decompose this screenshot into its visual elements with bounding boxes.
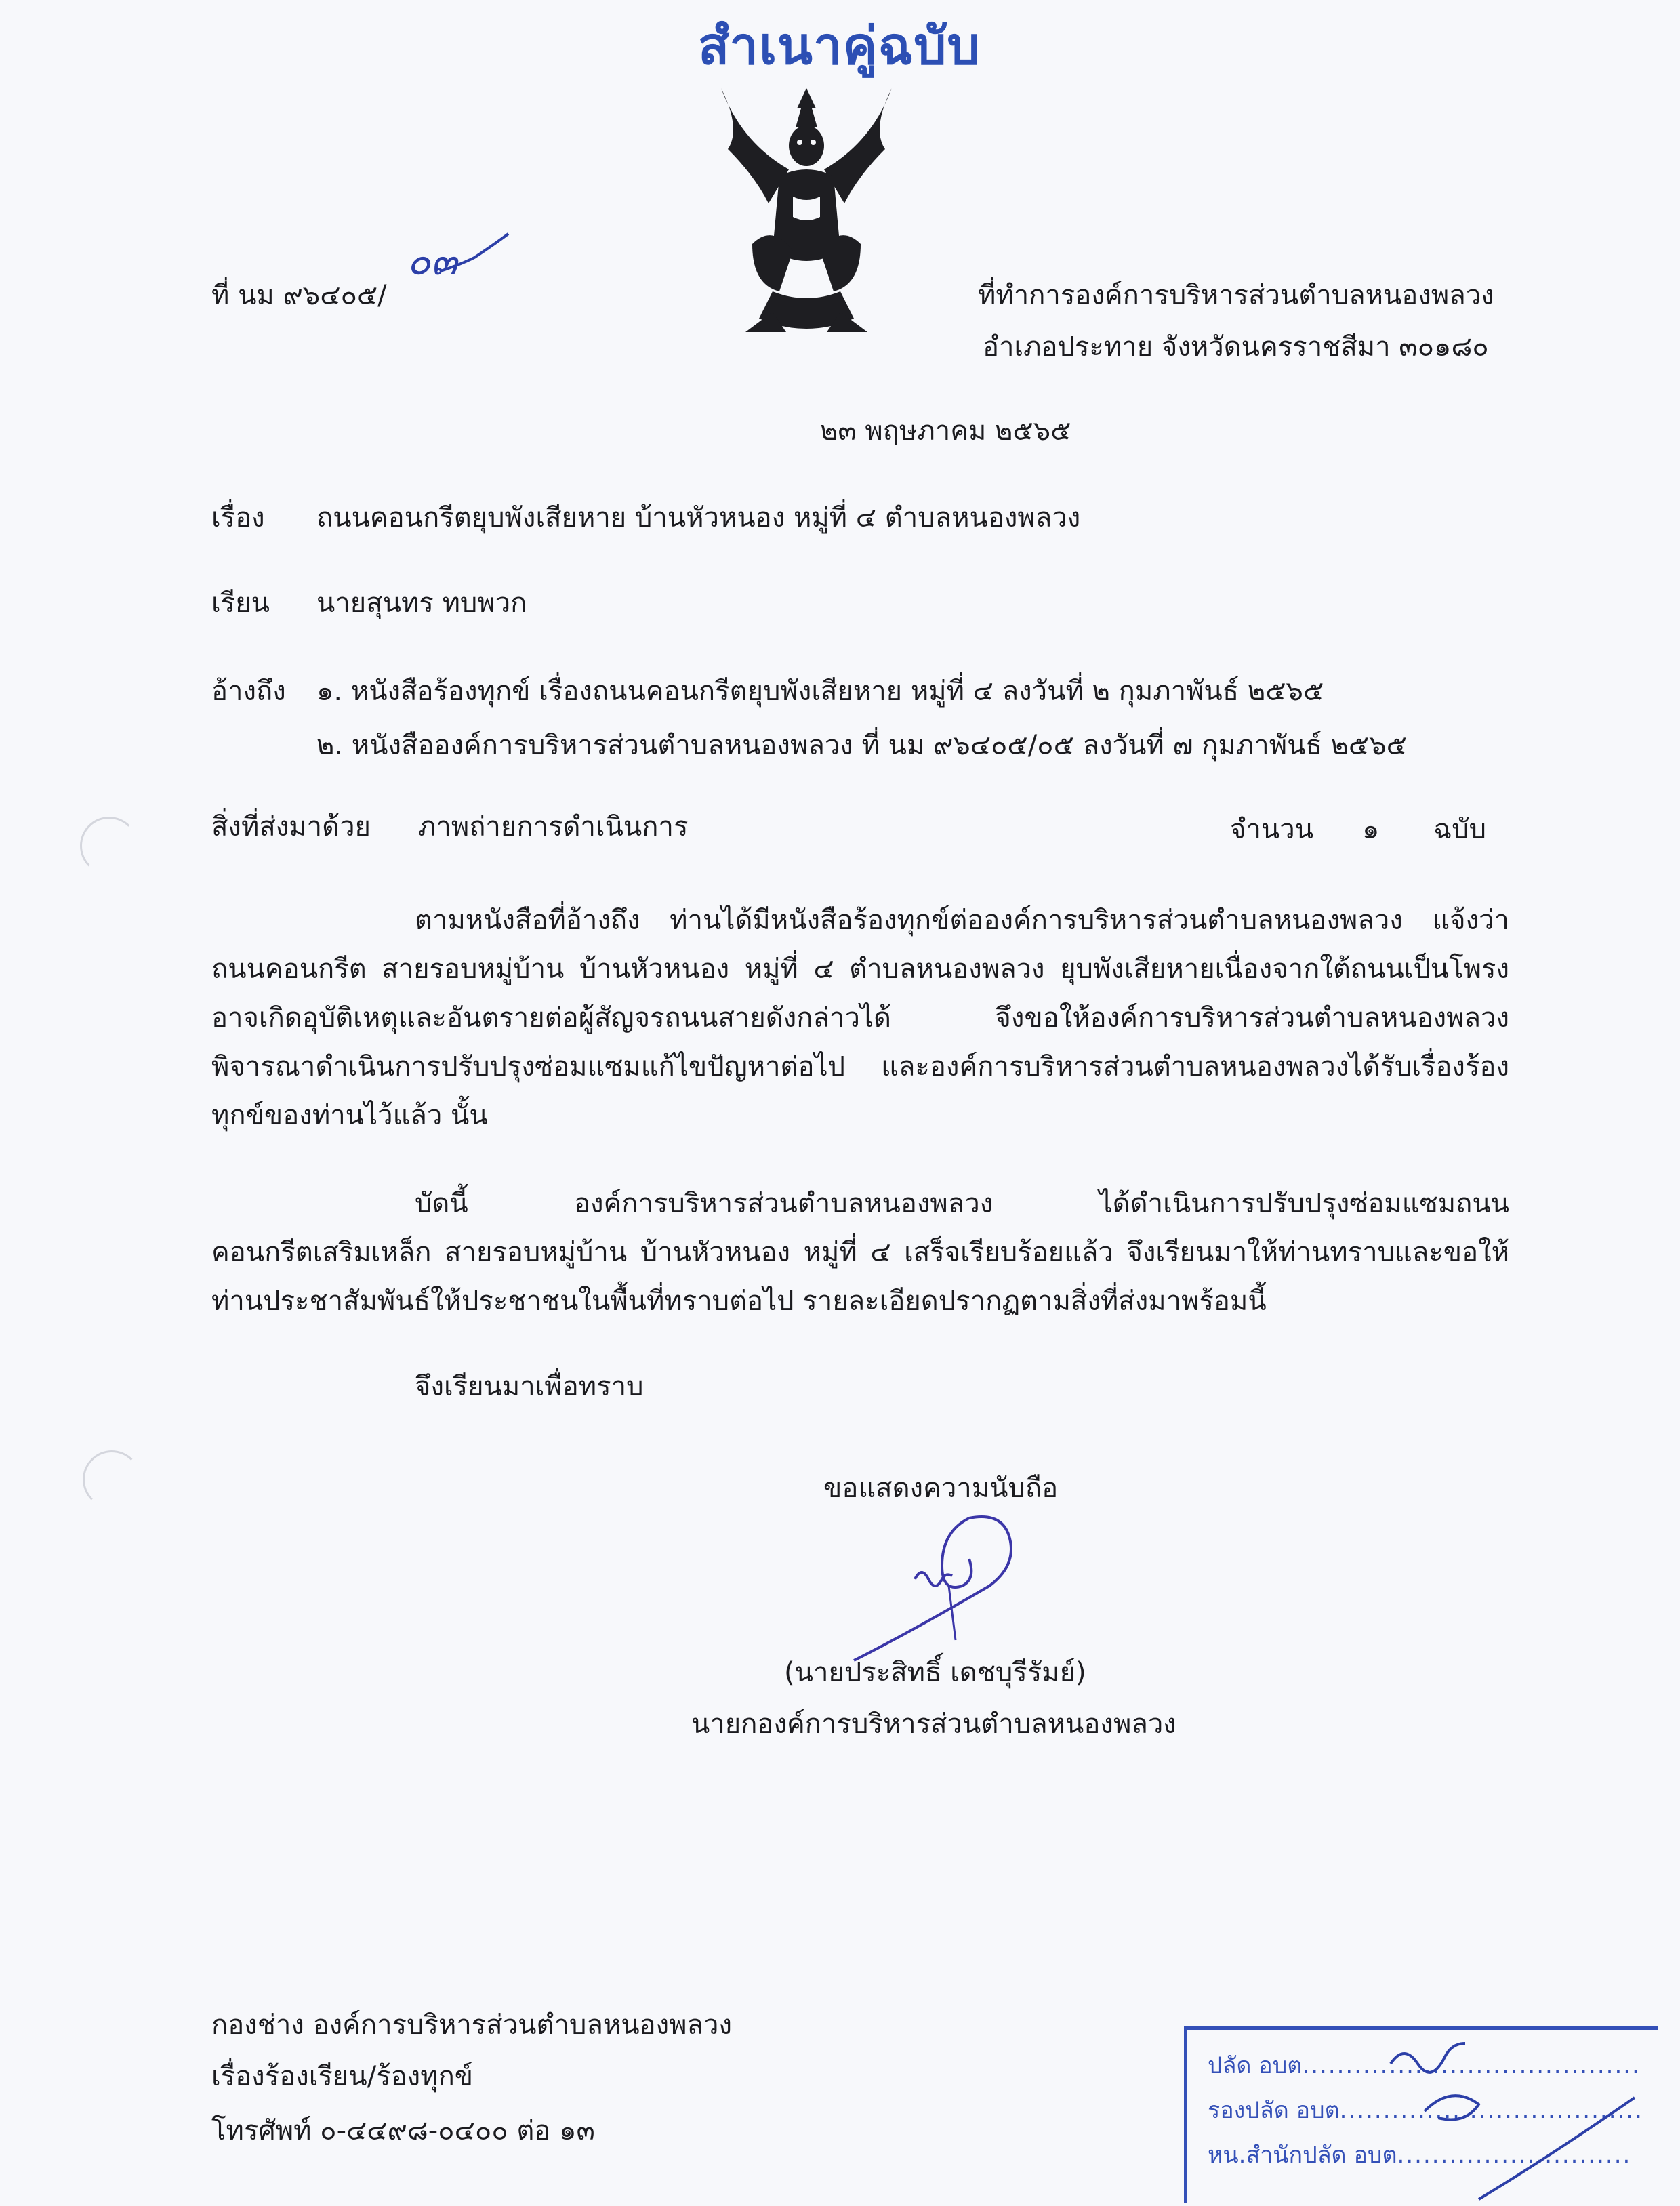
- enclosure-qty: ๑: [1362, 814, 1380, 845]
- doc-number-prefix: ที่ นม ๙๖๔๐๕/: [211, 280, 387, 311]
- routing-row-label: หน.สำนักปลัด อบต: [1208, 2142, 1397, 2169]
- subject-label: เรื่อง: [211, 502, 265, 533]
- footer-department: กองช่าง องค์การบริหารส่วนตำบลหนองพลวง: [211, 2009, 732, 2041]
- punch-hole-mark: [83, 1450, 141, 1509]
- pen-stroke: [434, 230, 515, 285]
- doc-number-handwritten: ๐๓: [407, 238, 458, 284]
- doc-number: [211, 277, 387, 314]
- enclosure-unit: ฉบับ: [1433, 814, 1487, 845]
- routing-stamp: [1184, 2026, 1658, 2203]
- references-label: อ้างถึง: [211, 676, 286, 707]
- footer-phone: โทรศัพท์ ๐-๔๔๙๘-๐๔๐๐ ต่อ ๑๓: [211, 2115, 595, 2146]
- salutation: ขอแสดงความนับถือ: [823, 1473, 1059, 1504]
- routing-stamp-row: รองปลัด อบต...................................: [1208, 2097, 1643, 2124]
- copy-stamp: สำเนาคู่ฉบับ: [698, 16, 981, 76]
- recipient-label: เรียน: [211, 588, 270, 619]
- routing-stamp-row: หน.สำนักปลัด อบต...........................: [1208, 2142, 1632, 2169]
- enclosure-label: สิ่งที่ส่งมาด้วย: [211, 811, 371, 842]
- letter-date: ๒๓ พฤษภาคม ๒๕๖๕: [820, 415, 1071, 447]
- recipient-value: นายสุนทร ทบพวก: [316, 588, 527, 619]
- office-address-line2: อำเภอประทาย จังหวัดนครราชสีมา ๓๐๑๘๐: [983, 331, 1489, 363]
- reference-item: ๑. หนังสือร้องทุกข์ เรื่องถนนคอนกรีตยุบพังเสียหาย หมู่ที่ ๔ ลงวันที่ ๒ กุมภาพันธ์ ๒๕๖๕: [316, 676, 1324, 707]
- body-paragraph-2: บัดนี้ องค์การบริหารส่วนตำบลหนองพลวง ได้ดำเนินการปรับปรุงซ่อมแซมถนนคอนกรีตเสริมเหล็ก สายรอบหมู่บ้าน บ้านหัวหนอง หมู่ที่ ๔ เสร็จเรียบร้อยแล้ว จึงเรียนมาให้ท่านทราบและขอให้ท่านประชาสัมพันธ์ให้ประชาชนในพื้นที่ทราบต่อไป รายละเอียดปรากฏตามสิ่งที่ส่งมาพร้อมนี้: [211, 1188, 1509, 1317]
- enclosure-value: ภาพถ่ายการดำเนินการ: [418, 811, 689, 842]
- routing-stamp-initials: [1377, 2030, 1648, 2206]
- routing-stamp-row: ปลัด อบต.......................................: [1208, 2052, 1641, 2079]
- closing-line: จึงเรียนมาเพื่อทราบ: [415, 1371, 644, 1402]
- garuda-emblem-icon: [705, 75, 908, 346]
- routing-row-label: ปลัด อบต: [1208, 2052, 1303, 2079]
- signer-position: นายกองค์การบริหารส่วนตำบลหนองพลวง: [691, 1709, 1176, 1740]
- office-address-line1: ที่ทำการองค์การบริหารส่วนตำบลหนองพลวง: [978, 280, 1494, 311]
- handwritten-signature: [840, 1505, 1030, 1667]
- signer-name: (นายประสิทธิ์ เดชบุรีรัมย์): [784, 1657, 1086, 1688]
- routing-row-label: รองปลัด อบต: [1208, 2097, 1340, 2124]
- enclosure-qty-label: จำนวน: [1230, 814, 1314, 845]
- punch-hole-mark: [80, 817, 138, 875]
- reference-item: ๒. หนังสือองค์การบริหารส่วนตำบลหนองพลวง ที่ นม ๙๖๔๐๕/๐๕ ลงวันที่ ๗ กุมภาพันธ์ ๒๕๖๕: [316, 730, 1407, 761]
- subject-value: ถนนคอนกรีตยุบพังเสียหาย บ้านหัวหนอง หมู่ที่ ๔ ตำบลหนองพลวง: [316, 502, 1081, 533]
- body-paragraph-1: ตามหนังสือที่อ้างถึง ท่านได้มีหนังสือร้องทุกข์ต่อองค์การบริหารส่วนตำบลหนองพลวง แจ้งว่า ถนนคอนกรีต สายรอบหมู่บ้าน บ้านหัวหนอง หมู่ที่ ๔ ตำบลหนองพลวง ยุบพังเสียหายเนื่องจากใต้ถนนเป็นโพรง อาจเกิดอุบัติเหตุและอันตรายต่อผู้สัญจรถนนสายดังกล่าวได้ จึงขอให้องค์การบริหารส่วนตำบลหนองพลวง พิจารณาดำเนินการปรับปรุงซ่อมแซมแก้ไขปัญหาต่อไป และองค์การบริหารส่วนตำบลหนองพลวงได้รับเรื่องร้องทุกข์ของท่านไว้แล้ว นั้น: [211, 905, 1509, 1131]
- footer-topic: เรื่องร้องเรียน/ร้องทุกข์: [211, 2061, 474, 2092]
